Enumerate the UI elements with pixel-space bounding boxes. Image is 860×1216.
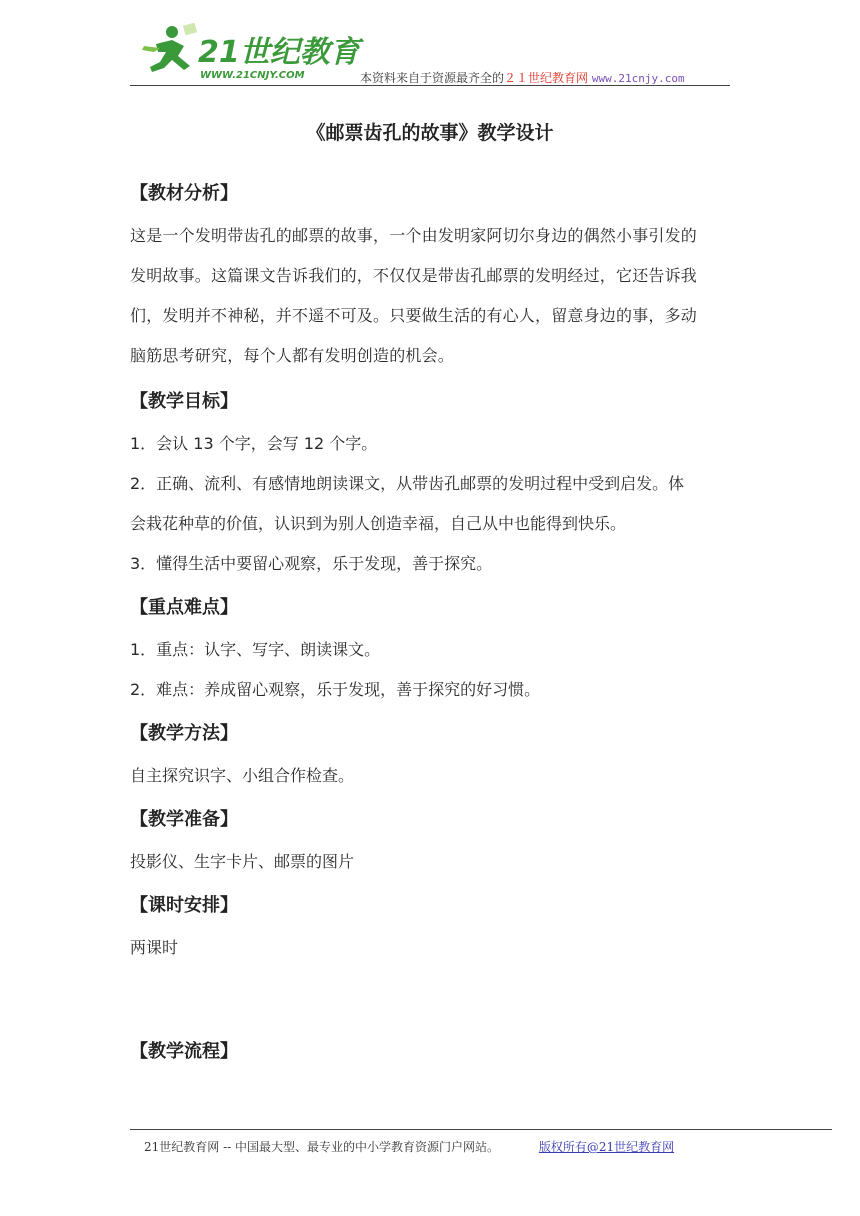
section-key-difficulties: [130, 596, 740, 710]
section-class-schedule: [130, 894, 740, 968]
site-logo: [138, 22, 360, 84]
paragraph-line: 脑筋思考研究，每个人都有发明创造的机会。: [130, 346, 455, 365]
section-teaching-preparation: [130, 808, 740, 882]
section-heading: 【教材分析】: [130, 183, 238, 204]
section-teaching-objectives: [130, 390, 740, 584]
paragraph-line: 这是一个发明带齿孔的邮票的故事，一个由发明家阿切尔身边的偶然小事引发的: [130, 226, 698, 245]
tagline-site-name: ２１世纪教育网: [504, 71, 589, 85]
running-figure-icon: [142, 23, 197, 72]
section-heading: 【重点难点】: [130, 597, 238, 618]
page-footer: [144, 1138, 674, 1155]
section-teaching-methods: [130, 722, 740, 796]
section-heading: 【教学准备】: [130, 809, 238, 830]
list-item: 2．难点：养成留心观察，乐于发现，善于探究的好习惯。: [130, 680, 541, 699]
page-header: [130, 22, 730, 86]
tagline-url-link[interactable]: www.21cnjy.com: [591, 72, 685, 85]
header-divider: [130, 85, 730, 86]
section-heading: 【课时安排】: [130, 895, 238, 916]
logo-url: WWW.21CNJY.COM: [200, 70, 305, 81]
paragraph-line: 发明故事。这篇课文告诉我们的，不仅仅是带齿孔邮票的发明经过，它还告诉我: [130, 266, 698, 285]
section-text: 自主探究识字、小组合作检查。: [130, 766, 355, 785]
section-teaching-process: [130, 1040, 740, 1064]
section-text: 投影仪、生字卡片、邮票的图片: [130, 852, 355, 871]
section-heading: 【教学目标】: [130, 391, 238, 412]
section-text: 两课时: [130, 938, 179, 957]
section-heading: 【教学流程】: [130, 1041, 238, 1062]
tagline-prefix: 本资料来自于资源最齐全的: [360, 71, 505, 85]
section-heading: 【教学方法】: [130, 723, 238, 744]
list-item: 2．正确、流利、有感情地朗读课文，从带齿孔邮票的发明过程中受到启发。体: [130, 474, 685, 493]
paragraph-line: 们，发明并不神秘，并不遥不可及。只要做生活的有心人，留意身边的事，多动: [130, 306, 698, 325]
logo-wordmark: 21世纪教育: [198, 35, 360, 70]
list-item: 1．重点：认字、写字、朗读课文。: [130, 640, 381, 659]
header-tagline: [360, 69, 685, 86]
list-item: 3．懂得生活中要留心观察，乐于发现，善于探究。: [130, 554, 493, 573]
footer-divider: [130, 1129, 832, 1130]
document-title: 《邮票齿孔的故事》教学设计: [306, 122, 554, 144]
list-item: 1．会认 13 个字，会写 12 个字。: [130, 434, 378, 453]
section-textbook-analysis: [130, 182, 740, 376]
footer-text: 21世纪教育网 -- 中国最大型、最专业的中小学教育资源门户网站。: [144, 1140, 500, 1154]
copyright-link[interactable]: 版权所有@21世纪教育网: [538, 1140, 675, 1154]
list-item: 会栽花种草的价值，认识到为别人创造幸福，自己从中也能得到快乐。: [130, 514, 627, 533]
